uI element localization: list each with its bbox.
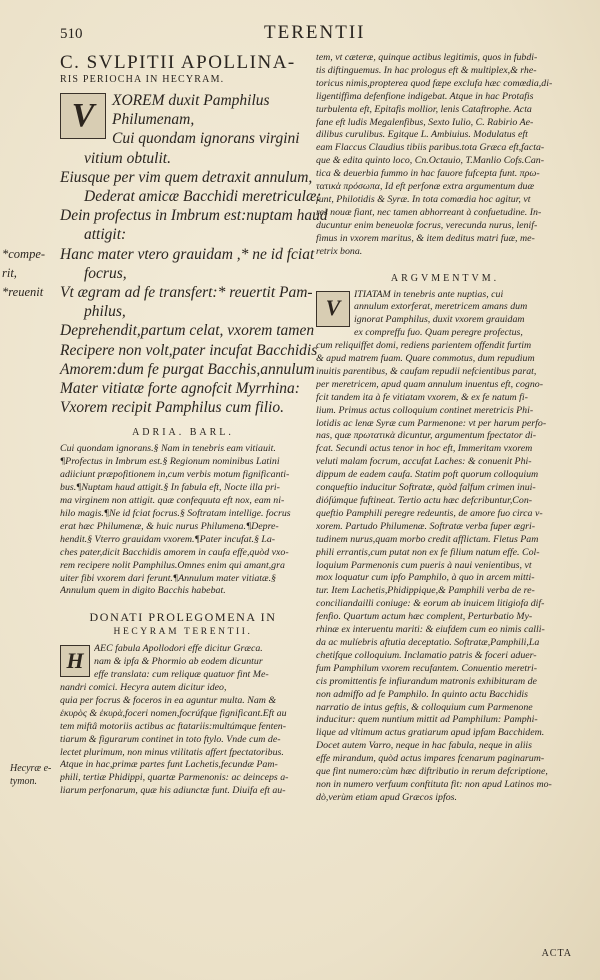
argumentum-line: dióſúmque fuftineat. Tertio actu hæc defcribuntur,Con-: [316, 495, 533, 506]
prose-line: toricus nimis,propterea quod fæpe exclufa hæc comœdia,di-: [316, 77, 553, 89]
commentary-line: bus.¶Nuptam haud attigit.§ In fabula eft, Nocte illa pri-: [60, 482, 280, 494]
prose-line: tica & deuerbia fummo in hac fauore fufcepta funt. πρω-: [316, 168, 540, 180]
argumentum-line: loquium Parmenonis cum pueris à naui venientibus, vt: [316, 559, 532, 571]
verse-line: Hanc mater vtero grauidam ,* ne id fciat: [60, 245, 315, 263]
margin-note: rit,: [2, 265, 17, 280]
argumentum-line: non admiffo ad fe Pamphilo. In quinto actu Bacchidis: [316, 688, 529, 700]
verse-line: Deprehendit,partum celat, vxorem tamen: [60, 322, 315, 340]
verse-line: vitium obtulit.: [84, 149, 171, 167]
argumentum-line: ITIATAM in tenebris ante nuptias, cui: [354, 288, 504, 300]
argumentum-line: fenfio. Quartum actum hæc complent, Perturbatio My-: [316, 611, 533, 623]
prose-line: τατικὰ πρόσωπα, Id eft perfonæ extra argumentum duæ: [316, 181, 535, 193]
verse-line: Recipere non volt,pater incufat Bacchidis: [60, 341, 318, 359]
prolegomena-line: AEC fabula Apollodori effe dicitur Græca.: [94, 643, 263, 655]
prolegomena-line: quia per focrus & foceros in ea aguntur multa. Nam &: [60, 694, 277, 706]
commentary-line: uiter fibi vxorem dari ferunt.¶Annulum mater vitiatæ.§: [60, 572, 276, 584]
commentary-line: ches pater,dicit Bacchidis amorem in caufa effe,quòd vxo-: [60, 546, 289, 558]
argumentum-line: lotidis ac lenæ Syræ cum Parmenone: vt per harum perfo-: [316, 417, 547, 429]
prose-line: ducuntur enim beneuolæ focrus, verecunda nurus, lenif-: [316, 219, 538, 231]
prose-line: que & edita quinto loco, Cn.Octauio, T.Manlio Cofs.Can-: [316, 155, 545, 167]
adria-commentary: [60, 443, 306, 598]
argumentum-line: queftio Pamphili peregre redeuntis, de amore fuo circa v-: [316, 507, 543, 519]
argumentum-line: inuitis parentibus, & caufam repudii nefcientibus parat,: [316, 365, 537, 377]
verse-line: attigit:: [84, 226, 127, 244]
prose-line: dilibus curulibus. Egitque L. Ambiuius. Modulatus eft: [316, 129, 528, 141]
prolegomena-line: liarum perfonarum, quæ his adiunctæ funt. Diuifa eft au-: [60, 785, 286, 797]
argumentum-line: narratio de intus geftis, & colloquium cum Parmenone: [316, 701, 533, 713]
argumentum-line: annulum extorferat, meretricem amans dum: [354, 301, 528, 313]
dropcap-v-ornament: V: [316, 291, 350, 327]
prolegomena-line: ἑκυρὸς & ἑκυρὰ,foceri nomen,focrúfque fignificant.Eft au: [60, 707, 287, 719]
margin-note: *reuenit: [2, 285, 44, 300]
argumentum-line: ignorat Pamphilus, duxit vxorem grauidam: [354, 314, 525, 326]
verse-line: Vxorem recipit Pamphilus cum filio.: [60, 399, 284, 417]
argumentum-line: fcat. Secundi actus tenor in hoc eft, Immeritam vxorem: [316, 443, 533, 455]
prose-line: ligentiffima defenfione indigebat. Atque in hac Protafis: [316, 90, 534, 102]
argumentum-line: chetifque colloquium. Inclamatio patris & foceri aduer-: [316, 649, 537, 661]
argumentum-line: xorem. Partudo Philumenæ. Softratæ verba fuper ægri-: [316, 520, 536, 532]
argumentum-line: nas, quæ πρωτατικὰ dicuntur, argumentum fpectator di-: [316, 430, 537, 442]
commentary-line: rem recipere nolit Pamphilus.Omnes enim qui amant,gra: [60, 559, 285, 571]
folio-number: 510: [60, 26, 83, 42]
dropcap-v-ornament: V: [60, 93, 106, 139]
argumentum-text: [316, 289, 574, 805]
prolegomena-line: effe translata: cum reliquæ quatuor fint Me-: [94, 669, 269, 681]
argumentum-line: effe mirandum, quòd actus impares fcenarum paginarum-: [316, 753, 545, 765]
argumentum-heading: ARGVMENTVM.: [390, 272, 500, 284]
prose-line: tis diftinguemus. In hac prologus eft & multiplex,& rhe-: [316, 64, 537, 76]
argumentum-line: que fint numero:cùm hæc diftributio in rerum defcriptione,: [316, 766, 548, 778]
prose-line: funt, Philotidis & Syræ. In tota comœdia hoc agitur, vt: [316, 193, 531, 205]
prolegomena-continued: [316, 52, 574, 259]
prolegomena-line: nam & ipfa & Phormio ab eodem dicuntur: [94, 656, 263, 668]
prose-line: res nouæ fiant, nec tamen abhorreant à confuetudine. In-: [316, 206, 542, 218]
prose-line: retrix bona.: [316, 245, 363, 257]
verse-line: Vt ægram ad fe transfert:* reuertit Pam-: [60, 284, 313, 302]
argumentum-line: rhinæ ex interuentu mariti: & eiufdem cum eo nimis calli-: [316, 624, 545, 636]
commentary-line: hilo magis.¶Ne id fciat focrus.§ Softratam intellige. focrus: [60, 507, 291, 519]
argumentum-line: dippum de eadem caufa. Statim poft quorum colloquium: [316, 469, 539, 481]
running-title: TERENTII: [264, 22, 366, 43]
argumentum-line: da ac mulíebris aftutia deceptatio. Softratæ,Pamphili,La: [316, 636, 540, 648]
periocha-title-line2: RIS PERIOCHA IN HECYRAM.: [60, 74, 225, 85]
verse-line: Mater vitiatæ forte agnofcit Myrrhina:: [60, 380, 300, 398]
donati-heading-line1: DONATI PROLEGOMENA IN: [89, 610, 277, 625]
argumentum-line: tudinem nurus,quam morbo credit afflictam. Fletus Pam: [316, 533, 539, 545]
margin-note-line: tymon.: [10, 776, 37, 787]
argumentum-line: dò,verùm etiam apud Græcos ipfos.: [316, 791, 457, 803]
argumentum-line: non in numero verfuum conftituta fit: non apud Latinos mo-: [316, 778, 552, 790]
argumentum-line: Docet autem Varro, neque in hac fabula, neque in aliis: [316, 740, 533, 752]
argumentum-line: cis promittentis fe infiurandum matronis exhibituram de: [316, 675, 537, 687]
argumentum-line: ex compreffu fuo. Quam peregre profectus,: [354, 327, 523, 339]
verse-line: Dein profectus in Imbrum est:nuptam haud: [60, 207, 328, 225]
margin-note-line: Hecyræ e-: [10, 763, 52, 774]
argumentum-line: phili errantis,cum putat non ex fe filium natum effe. Col-: [316, 546, 540, 558]
margin-note-hecyrae: [10, 762, 51, 788]
verse-line: Amorem:dum fe purgat Bacchis,annulum: [60, 360, 315, 378]
argumentum-line: lium. Primus actus colloquium continet meretricis Phi-: [316, 404, 534, 416]
prose-line: tem, vt cæteræ, quinque actibus legitimis, quos in fubdi-: [316, 52, 538, 63]
commentary-line: Annulum quem in digito Bacchis habebat.: [60, 585, 226, 597]
prolegomena-line: nandri comici. Hecyra autem dicitur ideo,: [60, 682, 227, 694]
argumentum-line: cum reliquiffet domi, rediens parientem offendit furtim: [316, 340, 532, 352]
argumentum-line: fum Pamphilum vxorem recufantem. Conuentio meretri-: [316, 662, 538, 674]
argumentum-line: fcit tandem ita à fe vitiatam vxorem, & ex fe natum fi-: [316, 391, 528, 403]
adria-heading: ADRIA. BARL.: [132, 427, 234, 439]
argumentum-line: lique ad vltimum actus gratiarum apud ipfam Bacchidem.: [316, 727, 545, 739]
argumentum-line: conqueftio inducitur Softratæ, quòd falfum crimen inui-: [316, 482, 536, 494]
argumentum-line: inducitur: quem nuntium mittit ad Pamphilum: Pamphi-: [316, 714, 538, 726]
verse-line: Cui quondam ignorans virgini: [112, 130, 300, 148]
commentary-line: ma virginem non attigit. quæ confequuta eft nox, eam ni-: [60, 495, 285, 507]
prose-line: turbulenta eft, Epitafis mollior, lenis Cataftrophe. Acta: [316, 103, 532, 115]
verse-line: Dederat amicæ Bacchidi meretriculæ:: [84, 188, 322, 206]
verse-line: Eiusque per vim quem detraxit annulum,: [60, 168, 313, 186]
catchword: ACTA: [541, 948, 572, 959]
commentary-line: erat hæc Philumenæ, & huic nurus Philumena.¶Depre-: [60, 520, 279, 532]
commentary-line: ¶Profectus in Imbrum est.§ Regionum nominibus Latini: [60, 456, 280, 468]
verse-line: XOREM duxit Pamphilus: [112, 92, 270, 109]
argumentum-line: veluti malam focrum, accufat Laches: & conuenit Phi-: [316, 456, 532, 468]
periocha-verse: [2, 91, 328, 417]
argumentum-line: conciliandailli coniuge: & eorum ab inuicem litigiofa dif-: [316, 598, 545, 610]
prose-line: fane eft ludis Megalenfibus, Sexto Iulio, C. Rabirio Ae-: [316, 116, 534, 128]
argumentum-line: per meretricem, apud quam annulum inuentus eft, cogno-: [316, 378, 543, 390]
donati-prolegomena: [60, 643, 306, 798]
verse-line: philus,: [84, 303, 126, 321]
dropcap-h-ornament: H: [60, 645, 90, 677]
commentary-line: Cui quondam ignorans.§ Nam in tenebris eam vitiauit.: [60, 443, 276, 455]
margin-note: *compe-: [2, 246, 46, 261]
argumentum-line: tur. Item Lachetis,Phidippique,& Pamphili verba de re-: [316, 585, 535, 597]
prolegomena-line: Atque in hac,primæ partes funt Lachetis,fecundæ Pam-: [60, 759, 278, 771]
prolegomena-line: tiarum & figurarum continet in toto ftylo. Vnde cum de-: [60, 733, 281, 745]
argumentum-line: & apud matrem fuam. Quare commotus, dum repudium: [316, 353, 535, 365]
donati-heading-line2: HECYRAM TERENTII.: [113, 627, 253, 638]
verse-line: Philumenam,: [112, 111, 195, 129]
prose-line: fimus in vxorem maritus, & item deditus matri fuæ, me-: [316, 232, 535, 244]
prolegomena-line: tem miftâ motoriis actibus ac ftatariis:multúmque fenten-: [60, 720, 287, 732]
prose-line: eam Flaccus Claudius tibiis paribus.tota Græca eft,facta-: [316, 142, 545, 154]
commentary-line: adiiciunt præpofitionem in,cum verbis motum fignificanti-: [60, 469, 290, 481]
argumentum-line: mox loquatur cum ipfo Pamphilo, à quo in arcem mitti-: [316, 572, 535, 584]
right-column: [316, 52, 574, 805]
periocha-title-line1: C. SVLPITII APOLLINA-: [60, 52, 296, 73]
prolegomena-line: lectet plurimum, non minus vtilitatis affert fpectatoribus.: [60, 746, 284, 758]
commentary-line: hendit.§ Vterro grauidam vxorem.¶Pater incufat.§ La-: [60, 533, 276, 545]
verse-line: focrus,: [84, 264, 127, 282]
prolegomena-line: phili, tertiæ Phidippi, quartæ Parmenonis: ac deinceps a-: [60, 772, 289, 784]
